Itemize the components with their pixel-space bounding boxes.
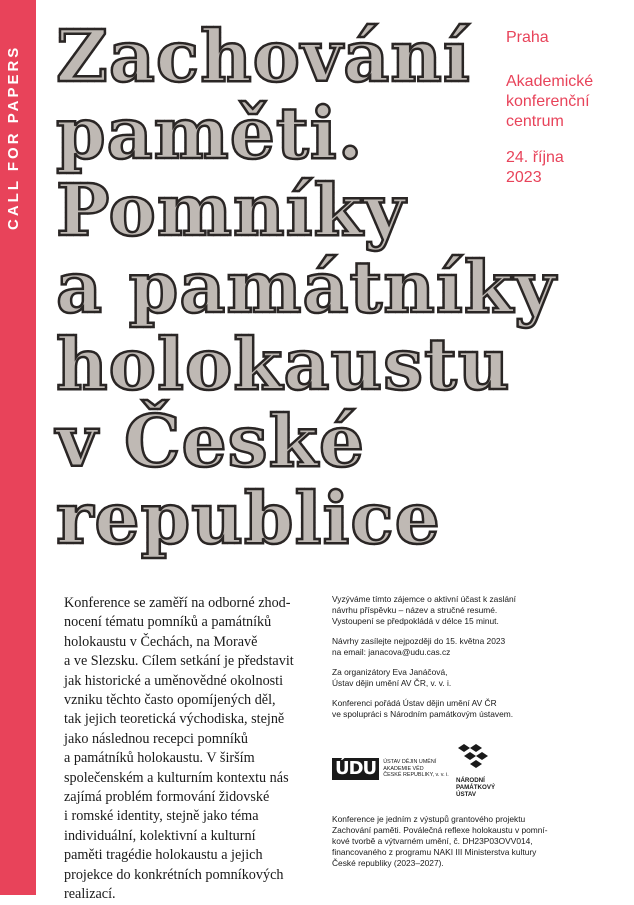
npu-text-line: PAMÁTKOVÝ bbox=[456, 784, 496, 792]
info-line: Konferenci pořádá Ústav dějin umění AV ČR bbox=[332, 698, 497, 708]
call-for-papers-label: CALL FOR PAPERS bbox=[5, 44, 22, 230]
udu-text-line: ČESKÉ REPUBLIKY, v. v. i. bbox=[383, 772, 449, 779]
grant-line: Konference je jedním z výstupů grantového projektu bbox=[332, 814, 526, 824]
headline-line: republice bbox=[56, 476, 441, 560]
udu-logo-mark: ÚDU bbox=[332, 758, 379, 780]
info-line: Vyzýváme tímto zájemce o aktivní účast k zaslání bbox=[332, 594, 517, 604]
description-line: Konference se zaměří na odborné zhod- bbox=[64, 595, 291, 611]
organizer-text bbox=[332, 667, 622, 689]
udu-logo-text bbox=[383, 759, 449, 778]
description-line: realizací. bbox=[64, 886, 116, 903]
grant-line: Zachování paměti. Poválečná reflexe holokaustu v pomní- bbox=[332, 825, 548, 835]
deadline-text bbox=[332, 636, 622, 658]
submission-info bbox=[332, 594, 622, 729]
call-text bbox=[332, 594, 622, 627]
headline-line: holokaustu bbox=[56, 322, 511, 406]
date-line: 2023 bbox=[506, 169, 542, 186]
headline-line: a památníky bbox=[56, 245, 557, 329]
grant-line: kové tvorbě a výtvarném umění, č. DH23P03OVV014, bbox=[332, 836, 533, 846]
info-line: Návrhy zasílejte nejpozději do 15. května 2023 bbox=[332, 636, 506, 646]
grant-line: financovaného z programu NAKI III Ministerstva kultury bbox=[332, 847, 537, 857]
info-line: Ústav dějin umění AV ČR, v. v. i. bbox=[332, 678, 452, 688]
description-line: i romské identity, stejně jako téma bbox=[64, 808, 259, 825]
venue-line: konferenční bbox=[506, 93, 590, 110]
event-info bbox=[506, 28, 626, 188]
info-line: na email: janacova@udu.cas.cz bbox=[332, 647, 451, 657]
description-line: holokaustu v Čechách, na Moravě bbox=[64, 633, 258, 650]
npu-logo-text bbox=[456, 777, 512, 799]
side-bar bbox=[0, 0, 36, 895]
info-line: návrhu příspěvku – název a stručné resumé. bbox=[332, 605, 498, 615]
partner-logos bbox=[332, 742, 622, 798]
description-line: individuální, kolektivní a kulturní bbox=[64, 827, 256, 844]
description-line: a ve Slezsku. Cílem setkání je představit bbox=[64, 653, 294, 670]
headline-line: v České bbox=[56, 399, 365, 483]
grant-line: České republiky (2023–2027). bbox=[332, 858, 444, 868]
venue-line: Akademické bbox=[506, 73, 594, 90]
npu-logo bbox=[456, 742, 512, 799]
info-line: Za organizátory Eva Janáčová, bbox=[332, 667, 448, 677]
headline-line: Pomníky bbox=[56, 168, 407, 252]
conference-description bbox=[64, 594, 326, 905]
event-city: Praha bbox=[506, 29, 549, 46]
description-line: a památníků holokaustu. V širším bbox=[64, 750, 255, 767]
description-line: jak historické a uměnovědné okolnosti bbox=[64, 672, 284, 689]
description-line: tak jejich teoretická východiska, stejně bbox=[64, 711, 285, 728]
event-date bbox=[506, 148, 626, 188]
info-line: ve spolupráci s Národním památkovým ústavem. bbox=[332, 709, 514, 719]
headline-line: paměti. bbox=[56, 91, 364, 175]
organized-by-text bbox=[332, 698, 622, 720]
grant-note bbox=[332, 814, 622, 869]
npu-emblem-icon bbox=[456, 742, 490, 768]
udu-text-line: AKADEMIE VĚD bbox=[383, 765, 424, 772]
description-line: jako následnou recepci pomníků bbox=[64, 730, 248, 747]
description-line: projekce do konkrétních pomníkových bbox=[64, 866, 284, 883]
npu-text-line: NÁRODNÍ bbox=[456, 777, 485, 784]
description-line: společenském a kulturním kontextu nás bbox=[64, 769, 289, 786]
venue-line: centrum bbox=[506, 113, 564, 130]
description-line: nocení tématu pomníků a památníků bbox=[64, 614, 272, 631]
udu-logo bbox=[332, 758, 449, 780]
date-line: 24. října bbox=[506, 149, 564, 166]
event-venue bbox=[506, 72, 626, 132]
description-line: zajímá problém formování židovské bbox=[64, 789, 270, 806]
description-line: vzniku těchto často opomíjených děl, bbox=[64, 692, 276, 709]
npu-text-line: ÚSTAV bbox=[456, 791, 477, 799]
description-line: paměti tragédie holokaustu a jejich bbox=[64, 847, 263, 864]
udu-text-line: ÚSTAV DĚJIN UMĚNÍ bbox=[383, 759, 437, 766]
headline-line: Zachování bbox=[56, 14, 471, 98]
info-line: Vystoupení se předpokládá v délce 15 minut. bbox=[332, 616, 499, 626]
